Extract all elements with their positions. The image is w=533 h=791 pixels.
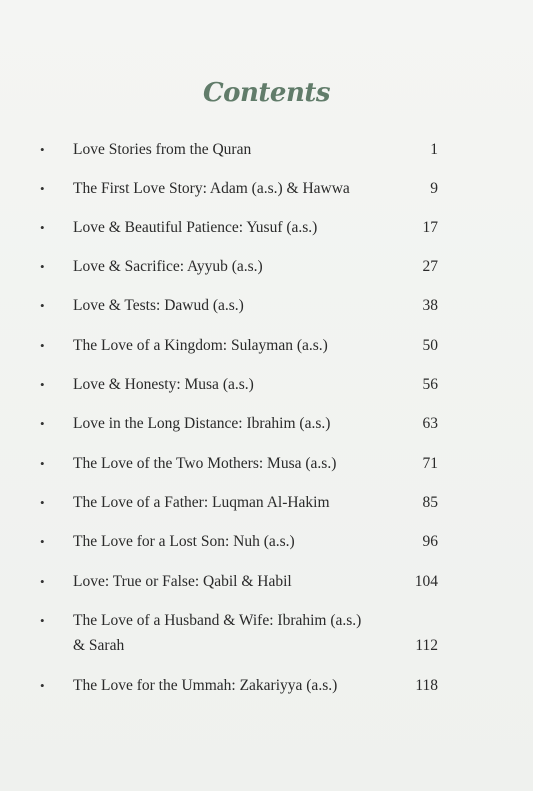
toc-entry-title-line2: & Sarah bbox=[73, 637, 125, 654]
toc-entry-page: 104 bbox=[414, 573, 438, 590]
toc-entry-page: 27 bbox=[422, 258, 438, 275]
toc-entry-title: The First Love Story: Adam (a.s.) & Hawwa bbox=[73, 180, 350, 197]
bullet-icon: • bbox=[40, 298, 45, 313]
toc-entry-page: 63 bbox=[422, 415, 438, 432]
toc-entry-title: Love & Beautiful Patience: Yusuf (a.s.) bbox=[73, 219, 318, 236]
bullet-icon: • bbox=[40, 613, 45, 628]
toc-entry-page: 118 bbox=[415, 677, 438, 694]
toc-entry-page: 112 bbox=[415, 637, 438, 654]
toc-entry-page: 71 bbox=[422, 455, 438, 472]
toc-entry-title: Love & Honesty: Musa (a.s.) bbox=[73, 376, 254, 393]
toc-entry-page: 50 bbox=[422, 337, 438, 354]
toc-entry-page: 38 bbox=[422, 297, 438, 314]
bullet-icon: • bbox=[40, 142, 45, 157]
toc-entry-page: 9 bbox=[430, 180, 438, 197]
bullet-icon: • bbox=[40, 259, 45, 274]
toc-entry-title: The Love for a Lost Son: Nuh (a.s.) bbox=[73, 533, 295, 550]
toc-entry-title: The Love of a Husband & Wife: Ibrahim (a.s.) bbox=[73, 612, 362, 629]
bullet-icon: • bbox=[40, 495, 45, 510]
page-title: Contents bbox=[202, 78, 331, 108]
toc-entry-title: Love: True or False: Qabil & Habil bbox=[73, 573, 292, 590]
bullet-icon: • bbox=[40, 678, 45, 693]
toc-entry-title: The Love of a Father: Luqman Al-Hakim bbox=[73, 494, 330, 511]
toc-entry-page: 56 bbox=[422, 376, 438, 393]
toc-entry-page: 17 bbox=[422, 219, 438, 236]
toc-entry-title: Love Stories from the Quran bbox=[73, 141, 252, 158]
bullet-icon: • bbox=[40, 220, 45, 235]
bullet-icon: • bbox=[40, 338, 45, 353]
toc-entry-title: The Love for the Ummah: Zakariyya (a.s.) bbox=[73, 677, 338, 694]
toc-entry-title: Love in the Long Distance: Ibrahim (a.s.) bbox=[73, 415, 331, 432]
toc-entry-title: Love & Tests: Dawud (a.s.) bbox=[73, 297, 244, 314]
toc-entry-page: 85 bbox=[422, 494, 438, 511]
toc-entry-page: 1 bbox=[430, 141, 438, 158]
toc-entry-title: The Love of the Two Mothers: Musa (a.s.) bbox=[73, 455, 337, 472]
bullet-icon: • bbox=[40, 181, 45, 196]
toc-entry-title: The Love of a Kingdom: Sulayman (a.s.) bbox=[73, 337, 328, 354]
bullet-icon: • bbox=[40, 456, 45, 471]
toc-entry-page: 96 bbox=[422, 533, 438, 550]
bullet-icon: • bbox=[40, 574, 45, 589]
bullet-icon: • bbox=[40, 534, 45, 549]
toc-entry-title: Love & Sacrifice: Ayyub (a.s.) bbox=[73, 258, 263, 275]
bullet-icon: • bbox=[40, 416, 45, 431]
bullet-icon: • bbox=[40, 377, 45, 392]
